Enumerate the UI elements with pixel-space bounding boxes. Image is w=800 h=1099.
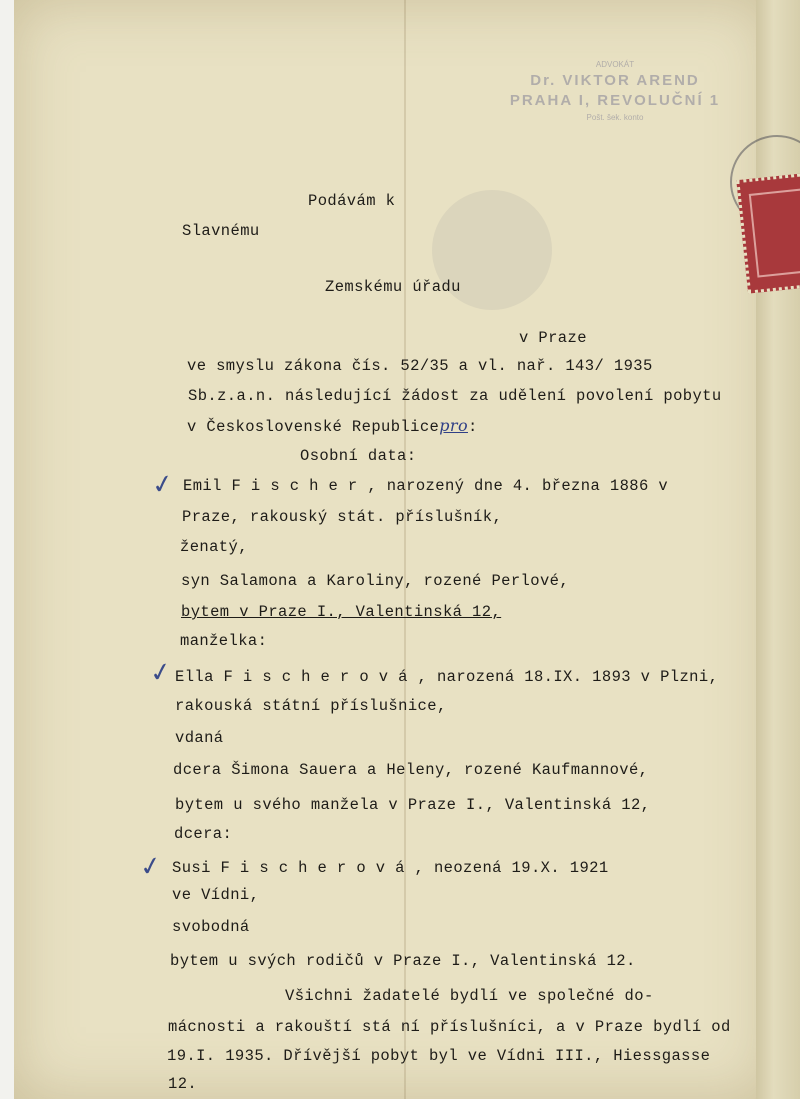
daughter-header: dcera: — [174, 825, 233, 843]
person1-line-2: Praze, rakouský stát. příslušník, — [182, 508, 503, 526]
letterhead-title: ADVOKÁT — [595, 60, 635, 69]
paper-sheet — [14, 0, 770, 1099]
person1-line-3: ženatý, — [180, 538, 248, 556]
personal-data-header: Osobní data: — [300, 447, 417, 465]
person2-line-1: Ella F i s c h e r o v á , narozená 18.IX. 1893 v Plzni, — [175, 668, 719, 686]
person3-line-4: bytem u svých rodičů v Praze I., Valentinská 12. — [170, 952, 636, 970]
person3-line-1: Susi F i s c h e r o v á , neozená 19.X. 1921 — [172, 859, 609, 877]
person2-line-5: bytem u svého manžela v Praze I., Valentinská 12, — [175, 796, 651, 814]
person1-line-5: bytem v Praze I., Valentinská 12, — [181, 603, 502, 621]
address-line-1: Podávám k — [308, 192, 396, 210]
closing-line-2: mácnosti a rakouští stá ní příslušníci, a v Praze bydlí od — [168, 1018, 731, 1036]
paper-fold — [404, 0, 406, 1099]
address-line-4: v Praze — [519, 329, 587, 347]
person2-line-2: rakouská státní příslušnice, — [175, 697, 447, 715]
intro-line-3-colon: : — [467, 418, 478, 436]
person2-line-3: vdaná — [175, 729, 224, 747]
revenue-stamp — [736, 172, 800, 293]
closing-line-1: Všichni žadatelé bydlí ve společné do- — [285, 987, 654, 1005]
handwritten-insert: pro — [439, 416, 468, 435]
check-mark-icon: ✓ — [137, 850, 165, 884]
background-edge — [0, 0, 14, 1099]
check-mark-icon: ✓ — [149, 468, 177, 502]
intro-line-3 — [187, 416, 478, 436]
letterhead-name: Dr. VIKTOR AREND — [530, 72, 700, 89]
intro-line-2: Sb.z.a.n. následující žádost za udělení povolení pobytu — [188, 387, 722, 405]
wife-header: manželka: — [180, 632, 268, 650]
letterhead-account: Pošt. šek. konto — [586, 113, 644, 122]
letterhead-address: PRAHA I, REVOLUČNÍ 1 — [509, 92, 721, 109]
address-line-2: Slavnému — [182, 222, 260, 240]
person1-line-4: syn Salamona a Karoliny, rozené Perlové, — [181, 572, 570, 590]
address-line-3: Zemskému úřadu — [325, 278, 461, 296]
closing-line-3: 19.I. 1935. Dřívější pobyt byl ve Vídni III., Hiessgasse — [167, 1047, 711, 1065]
intro-line-1: ve smyslu zákona čís. 52/35 a vl. nař. 143/ 1935 — [187, 357, 653, 375]
person3-line-2: ve Vídni, — [172, 886, 260, 904]
person3-line-3: svobodná — [172, 918, 250, 936]
closing-line-4: 12. — [168, 1075, 198, 1093]
person1-line-1: Emil F i s c h e r , narozený dne 4. března 1886 v — [183, 477, 669, 495]
person2-line-4: dcera Šimona Sauera a Heleny, rozené Kaufmannové, — [173, 761, 649, 779]
check-mark-icon: ✓ — [147, 656, 175, 690]
letterhead-stamp — [500, 58, 730, 124]
intro-line-3-text: v Československé Republice — [187, 418, 440, 436]
